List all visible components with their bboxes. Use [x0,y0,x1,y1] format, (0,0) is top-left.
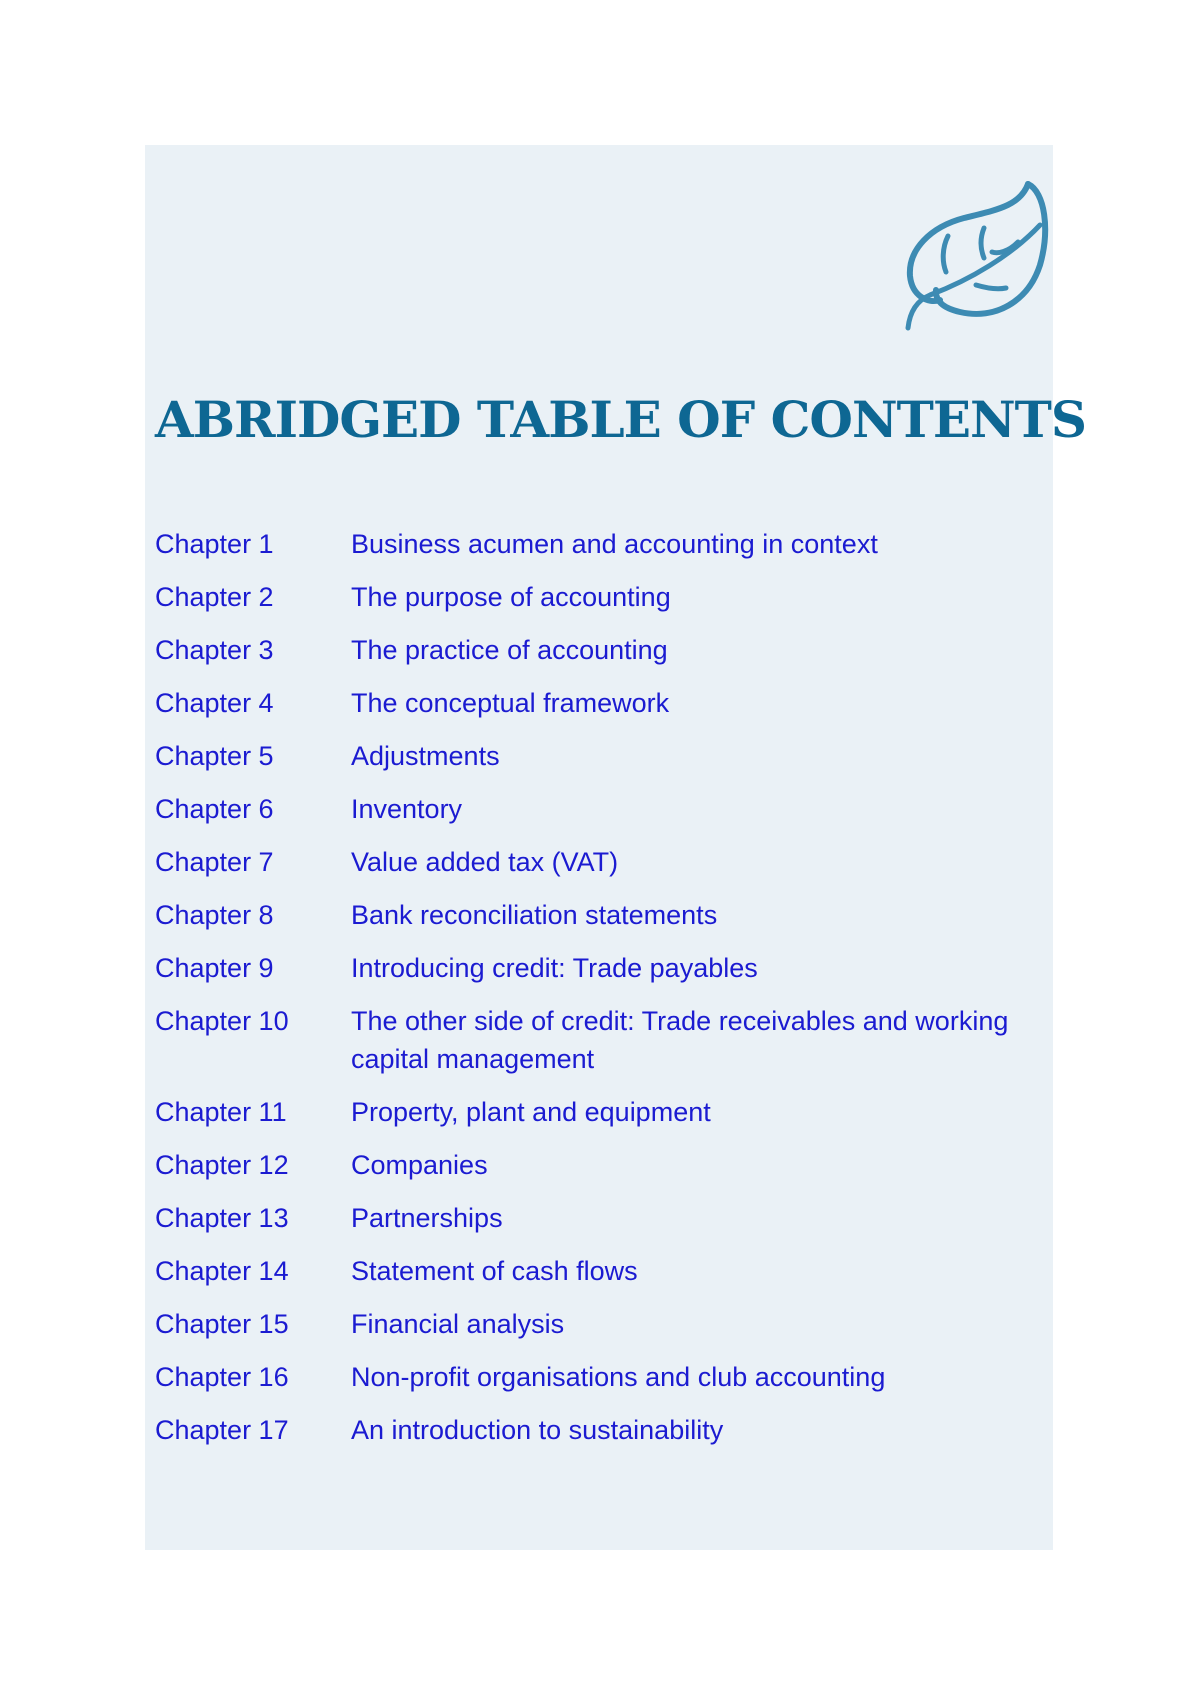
chapter-number: Chapter 8 [155,900,274,930]
toc-entry[interactable] [155,1305,1035,1343]
chapter-number: Chapter 15 [155,1309,289,1339]
chapter-number: Chapter 5 [155,741,274,771]
chapter-title: Statement of cash flows [351,1256,638,1286]
chapter-title: The purpose of accounting [351,582,671,612]
chapter-number: Chapter 2 [155,582,274,612]
chapter-title: Non-profit organisations and club accounting [351,1362,886,1392]
toc-entry[interactable] [155,1002,1035,1078]
chapter-title: Adjustments [351,741,500,771]
toc-entry[interactable] [155,1093,1035,1131]
toc-entry[interactable] [155,737,1035,775]
toc-entry[interactable] [155,1358,1035,1396]
chapter-number: Chapter 1 [155,529,274,559]
toc-entry[interactable] [155,684,1035,722]
chapter-number: Chapter 14 [155,1256,289,1286]
toc-entry[interactable] [155,1199,1035,1237]
chapter-number: Chapter 13 [155,1203,289,1233]
chapter-title: Introducing credit: Trade payables [351,953,758,983]
chapter-number: Chapter 4 [155,688,274,718]
toc-entry[interactable] [155,843,1035,881]
leaf-icon [900,180,1060,345]
toc-entry[interactable] [155,949,1035,987]
chapter-number: Chapter 16 [155,1362,289,1392]
chapter-title: Value added tax (VAT) [351,847,619,877]
toc-entry[interactable] [155,1146,1035,1184]
chapter-number: Chapter 9 [155,953,274,983]
toc-list [155,525,1035,1464]
chapter-title: The other side of credit: Trade receivables and working capital management [351,1006,1009,1074]
chapter-title: Financial analysis [351,1309,565,1339]
chapter-number: Chapter 17 [155,1415,289,1445]
chapter-title: Bank reconciliation statements [351,900,718,930]
toc-panel [145,145,1086,1550]
chapter-number: Chapter 10 [155,1006,289,1036]
chapter-number: Chapter 3 [155,635,274,665]
chapter-title: Business acumen and accounting in context [351,529,878,559]
chapter-title: Partnerships [351,1203,503,1233]
toc-entry[interactable] [155,1411,1035,1449]
chapter-title: Property, plant and equipment [351,1097,711,1127]
chapter-number: Chapter 11 [155,1097,287,1127]
chapter-number: Chapter 12 [155,1150,289,1180]
chapter-number: Chapter 6 [155,794,274,824]
toc-entry[interactable] [155,896,1035,934]
toc-entry[interactable] [155,631,1035,669]
chapter-title: Companies [351,1150,488,1180]
toc-entry[interactable] [155,578,1035,616]
chapter-title: The practice of accounting [351,635,668,665]
page-title: ABRIDGED TABLE OF CONTENTS [155,390,1086,449]
chapter-title: An introduction to sustainability [351,1415,724,1445]
toc-entry[interactable] [155,790,1035,828]
toc-entry[interactable] [155,1252,1035,1290]
chapter-number: Chapter 7 [155,847,274,877]
toc-entry[interactable] [155,525,1035,563]
chapter-title: Inventory [351,794,463,824]
chapter-title: The conceptual framework [351,688,670,718]
